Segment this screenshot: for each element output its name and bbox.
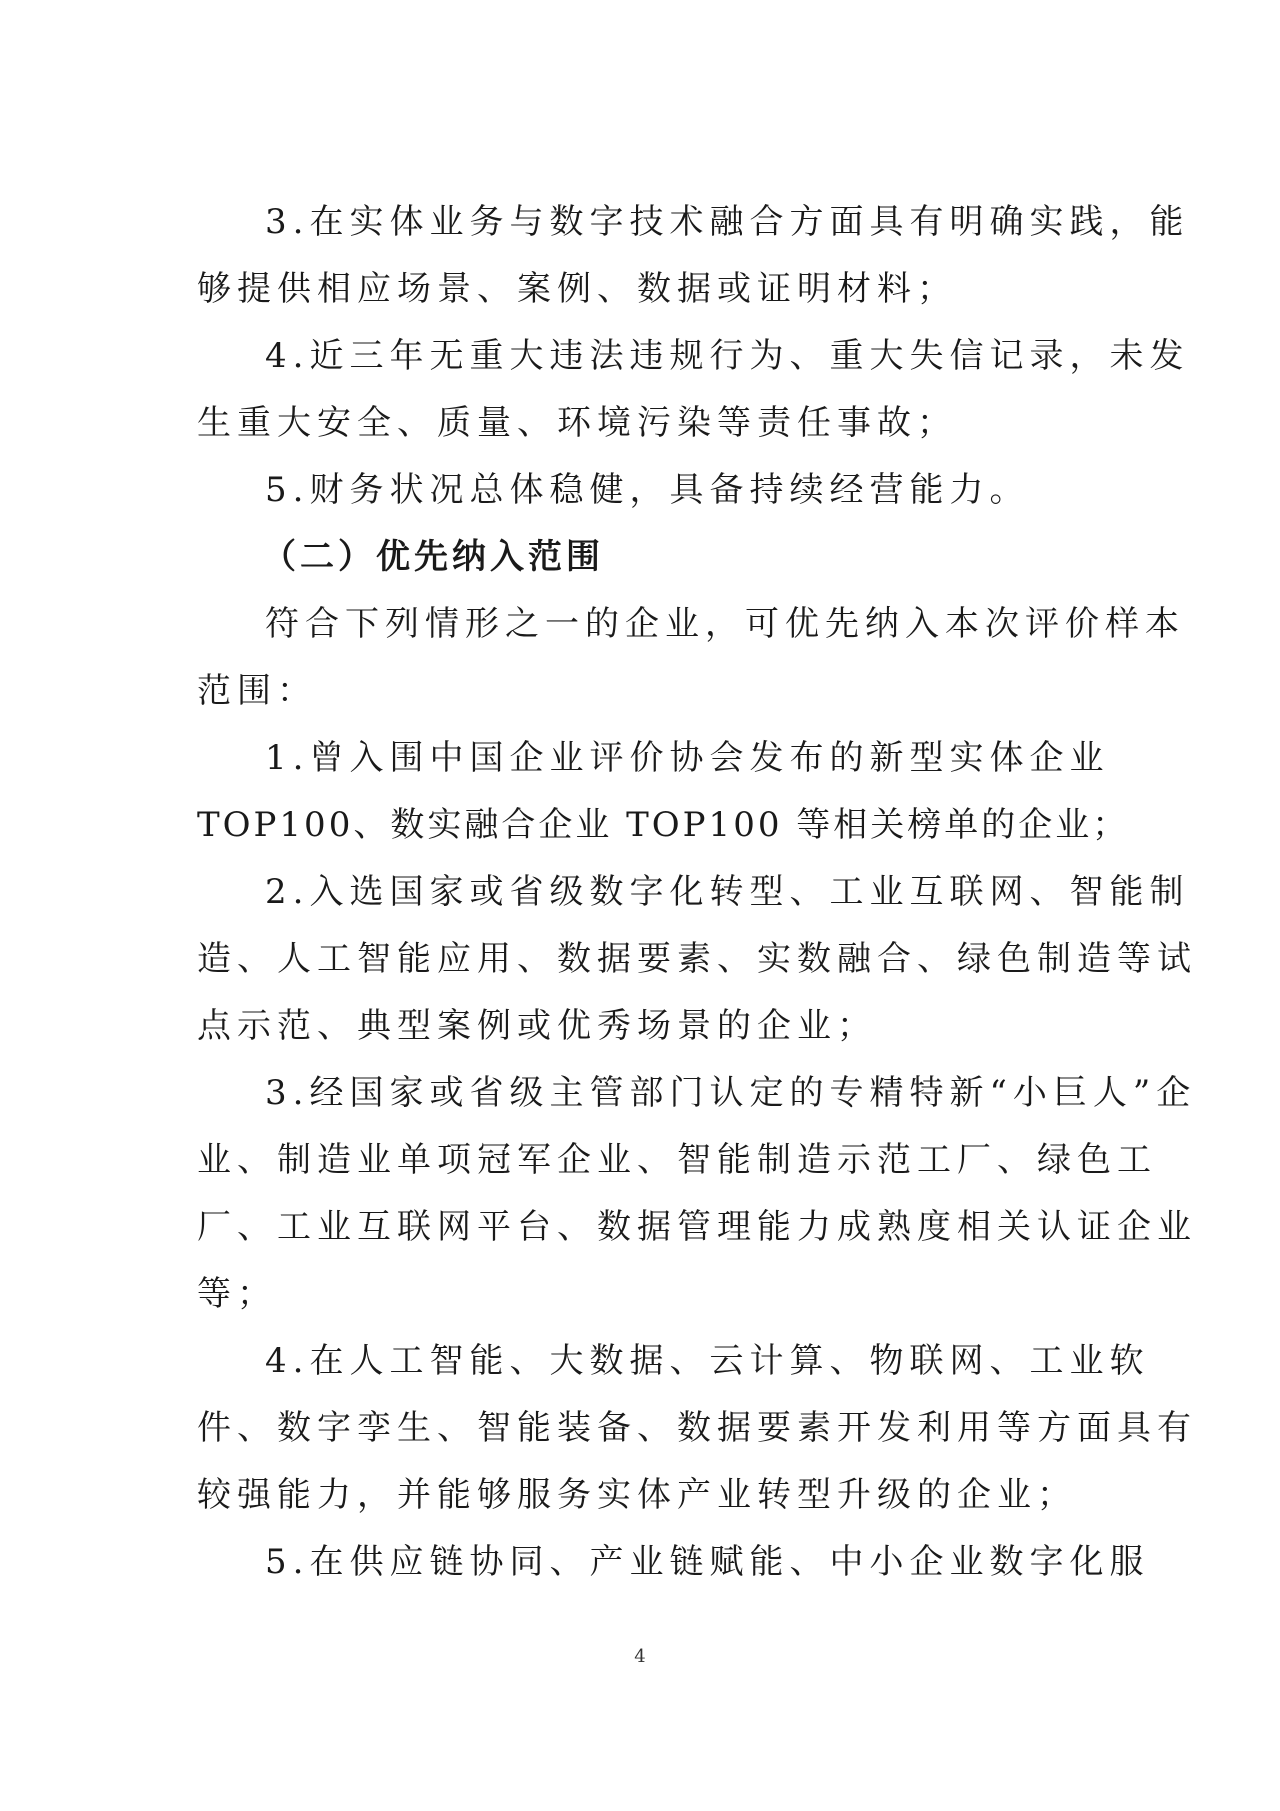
paragraph-line: 生重大安全、质量、环境污染等责任事故； <box>197 403 957 443</box>
paragraph-line: 造、人工智能应用、数据要素、实数融合、绿色制造等试 <box>197 939 1197 979</box>
paragraph-line: 4.在人工智能、大数据、云计算、物联网、工业软 <box>265 1341 1150 1381</box>
paragraph-line: TOP100、数实融合企业 TOP100 等相关榜单的企业； <box>197 805 1130 845</box>
paragraph-line: 够提供相应场景、案例、数据或证明材料； <box>197 269 957 309</box>
paragraph-line: 符合下列情形之一的企业，可优先纳入本次评价样本 <box>265 604 1185 644</box>
paragraph-line: 2.入选国家或省级数字化转型、工业互联网、智能制 <box>265 872 1190 912</box>
paragraph-line: 5.在供应链协同、产业链赋能、中小企业数字化服 <box>265 1542 1150 1582</box>
paragraph-line: 3.经国家或省级主管部门认定的专精特新“小巨人”企 <box>265 1073 1197 1113</box>
paragraph-line: 厂、工业互联网平台、数据管理能力成熟度相关认证企业 <box>197 1207 1197 1247</box>
paragraph-line: 范围： <box>197 671 317 711</box>
paragraph-line: 5.财务状况总体稳健，具备持续经营能力。 <box>265 470 1030 510</box>
page-number: 4 <box>634 1646 646 1667</box>
paragraph-line: 较强能力，并能够服务实体产业转型升级的企业； <box>197 1475 1077 1515</box>
paragraph-line: 3.在实体业务与数字技术融合方面具有明确实践，能 <box>265 202 1190 242</box>
paragraph-line: 业、制造业单项冠军企业、智能制造示范工厂、绿色工 <box>197 1140 1157 1180</box>
section-heading: （二）优先纳入范围 <box>262 537 604 577</box>
paragraph-line: 4.近三年无重大违法违规行为、重大失信记录，未发 <box>265 336 1190 376</box>
paragraph-line: 点示范、典型案例或优秀场景的企业； <box>197 1006 877 1046</box>
paragraph-line: 1.曾入围中国企业评价协会发布的新型实体企业 <box>265 738 1110 778</box>
paragraph-line: 等； <box>197 1274 277 1314</box>
paragraph-line: 件、数字孪生、智能装备、数据要素开发利用等方面具有 <box>197 1408 1197 1448</box>
